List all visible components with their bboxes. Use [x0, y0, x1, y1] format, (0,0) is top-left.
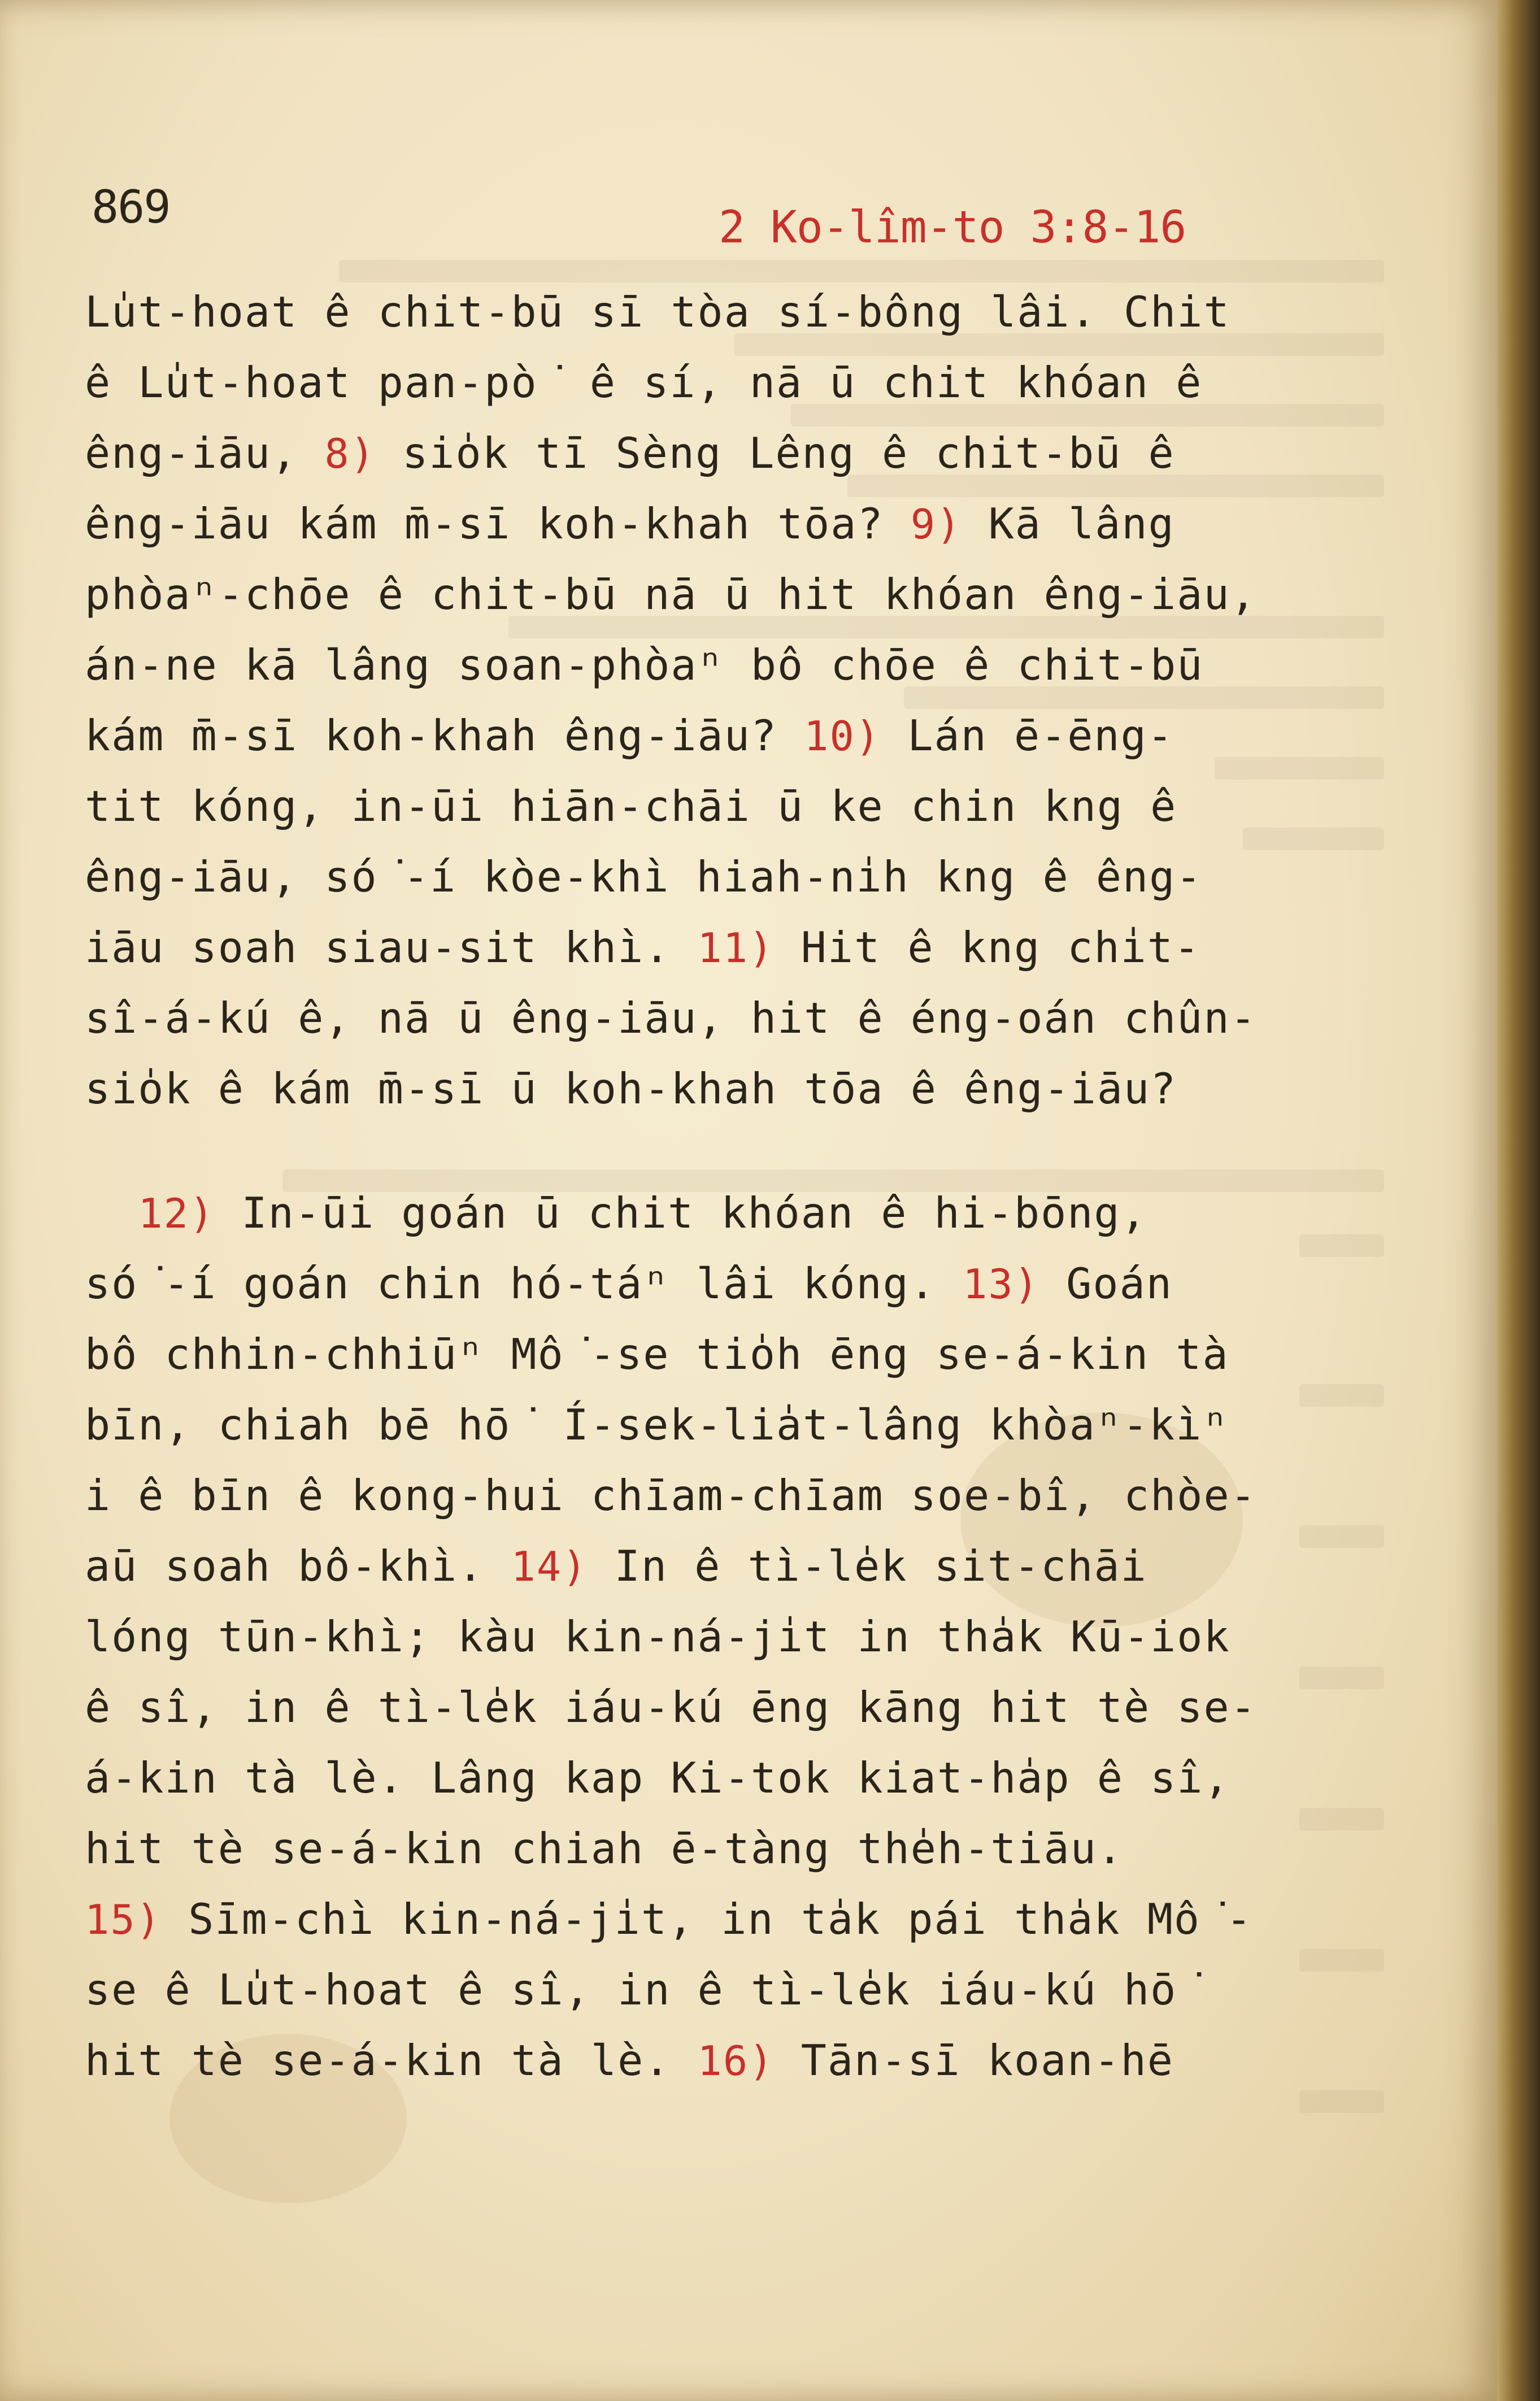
verse-number: 14): [511, 1543, 588, 1590]
line-text: êng-iāu,: [85, 428, 325, 478]
text-line: [85, 1178, 1378, 1249]
text-line: [85, 630, 1378, 701]
text-line: [85, 2025, 1378, 2096]
text-line: [85, 277, 1378, 347]
line-text: án-ne kā lâng soan-phòaⁿ bô chōe ê chit-bū: [85, 640, 1204, 690]
text-line: [85, 1531, 1378, 1602]
line-text: hit tè se-á-kin chiah ē-tàng the̍h-tiāu.: [85, 1824, 1124, 1873]
line-text: Lu̍t-hoat ê chit-bū sī tòa sí-bông lâi. Chit: [85, 287, 1230, 337]
text-line: [85, 771, 1378, 842]
line-text: Lán ē-ēng-: [881, 711, 1174, 760]
text-line: [85, 701, 1378, 771]
line-text: êng-iāu, só͘-í kòe-khì hiah-ni̍h kng ê êng-: [85, 852, 1203, 902]
verse-number: 12): [138, 1190, 215, 1237]
line-text: Sīm-chì kin-ná-ji̍t, in ta̍k pái tha̍k Mô͘-: [162, 1894, 1253, 1944]
text-line: [85, 1054, 1378, 1124]
paragraph-break: [85, 1124, 1378, 1178]
text-line: [85, 1602, 1378, 1672]
text-line: [85, 1743, 1378, 1813]
book-page-edge: [1497, 0, 1540, 2401]
line-text: Goán: [1039, 1259, 1173, 1308]
line-text: Tān-sī koan-hē: [774, 2035, 1174, 2085]
verse-number: 13): [963, 1260, 1040, 1308]
verse-number: 10): [804, 712, 881, 760]
line-text: sî-á-kú ê, nā ū êng-iāu, hit ê éng-oán chûn-: [85, 993, 1257, 1043]
line-text: Kā lâng: [962, 499, 1175, 549]
text-line: [85, 1249, 1378, 1319]
verse-number: 15): [85, 1896, 162, 1943]
verse-number: 8): [324, 430, 376, 477]
line-text: ê Lu̍t-hoat pan-pò͘ ê sí, nā ū chit khóan ê: [85, 358, 1203, 407]
line-text: aū soah bô-khì.: [85, 1541, 511, 1591]
line-text: bīn, chiah bē hō͘ Í-sek-lia̍t-lâng khòaⁿ-kìⁿ: [85, 1400, 1229, 1450]
line-text: só͘-í goán chin hó-táⁿ lâi kóng.: [85, 1259, 963, 1308]
line-text: tit kóng, in-ūi hiān-chāi ū ke chin kng ê: [85, 781, 1177, 831]
text-line: [85, 1460, 1378, 1531]
running-head: 2 Ko-lîm-to 3:8-16: [719, 202, 1186, 253]
text-line: [85, 1319, 1378, 1390]
line-text: bô chhin-chhiūⁿ Mô͘-se tio̍h ēng se-á-kin tà: [85, 1329, 1229, 1379]
text-line: [85, 1813, 1378, 1884]
text-line: [85, 347, 1378, 418]
line-text: In-ūi goán ū chit khóan ê hi-bōng,: [215, 1188, 1147, 1238]
text-line: [85, 1884, 1378, 1955]
text-line: [85, 1955, 1378, 2025]
verse-number: 11): [697, 924, 775, 972]
line-text: [85, 1188, 138, 1238]
verse-number: 16): [697, 2037, 775, 2085]
line-text: se ê Lu̍t-hoat ê sî, in ê tì-le̍k iáu-kú hō͘: [85, 1965, 1203, 2015]
text-line: [85, 489, 1378, 559]
page-header: [92, 181, 1363, 260]
text-line: [85, 1390, 1378, 1460]
line-text: kám m̄-sī koh-khah êng-iāu?: [85, 711, 804, 760]
line-text: Hit ê kng chi̍t-: [774, 923, 1201, 972]
text-line: [85, 559, 1378, 630]
line-text: phòaⁿ-chōe ê chit-bū nā ū hit khóan êng-iāu,: [85, 569, 1257, 619]
text-line: [85, 1672, 1378, 1743]
line-text: lóng tūn-khì; kàu kin-ná-ji̍t in tha̍k Kū-iok: [85, 1612, 1230, 1661]
text-line: [85, 418, 1378, 489]
line-text: êng-iāu kám m̄-sī koh-khah tōa?: [85, 499, 911, 549]
text-line: [85, 912, 1378, 983]
line-text: i ê bīn ê kong-hui chīam-chīam soe-bî, chòe-: [85, 1471, 1257, 1520]
line-text: hit tè se-á-kin tà lè.: [85, 2035, 698, 2085]
page-number: 869: [92, 181, 170, 233]
line-text: In ê tì-le̍k sit-chāi: [588, 1541, 1147, 1591]
text-line: [85, 842, 1378, 912]
text-line: [85, 983, 1378, 1054]
verse-number: 9): [910, 501, 962, 548]
line-text: á-kin tà lè. Lâng kap Ki-tok kiat-ha̍p ê sî,: [85, 1753, 1230, 1803]
line-text: sio̍k tī Sèng Lêng ê chit-bū ê: [376, 428, 1175, 478]
line-text: ê sî, in ê tì-le̍k iáu-kú ēng kāng hit tè se-: [85, 1682, 1257, 1732]
line-text: iāu soah siau-sit khì.: [85, 923, 698, 972]
line-text: sio̍k ê kám m̄-sī ū koh-khah tōa ê êng-iāu?: [85, 1064, 1177, 1113]
scripture-text: [85, 277, 1378, 2096]
